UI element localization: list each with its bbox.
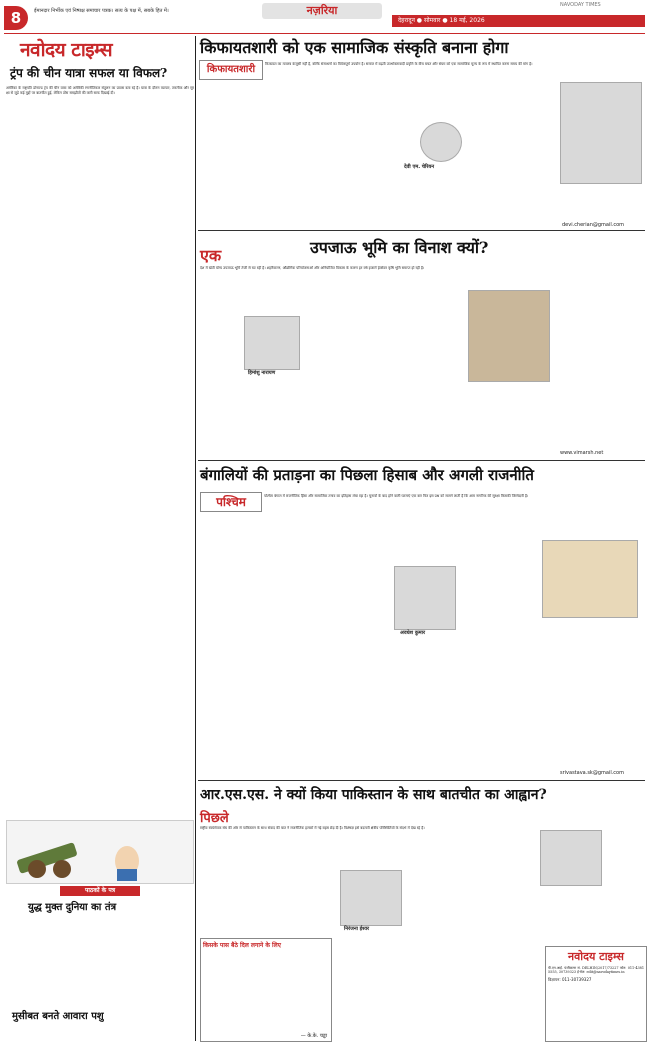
left-brand: नवोदय टाइम्स xyxy=(20,39,113,61)
letters-tab: पाठकों के पत्र xyxy=(60,886,140,896)
mid-kicker: एक xyxy=(200,246,222,265)
bottom-story-body: राष्ट्रीय स्वयंसेवक संघ की ओर से पाकिस्तान के साथ संवाद की बात ने राजनीतिक हलकों में नई बहस छेड़ दी है। विशेषज्ञ इसे बदलती क्षेत्रीय परिस्थितियों के संदर्भ में देख रहे हैं। xyxy=(200,826,425,830)
bottom-author: निरंजना ईश्वर xyxy=(344,926,370,932)
left-headline: ट्रंप की चीन यात्रा सफल या विफल? xyxy=(10,66,168,80)
rule-3 xyxy=(198,780,645,781)
third-author-photo xyxy=(394,566,456,630)
page-number-badge: 8 xyxy=(4,6,28,30)
masthead-brand: नवोदय टाइम्स xyxy=(568,950,624,963)
column-divider xyxy=(195,36,196,1041)
masthead-box xyxy=(545,946,647,1042)
bottom-story-headline: आर.एस.एस. ने क्यों किया पाकिस्तान के साथ बातचीत का आह्वान? xyxy=(200,787,547,803)
top-story-body: किफायत का मतलब कंजूसी नहीं है, बल्कि संसाधनों का विवेकपूर्ण उपयोग है। समाज में बढ़ती उपभोक्तावादी प्रवृत्ति के बीच बचत और संयम को एक सामाजिक मूल्य के रूप में स्थापित करना समय की मांग है। xyxy=(265,62,533,66)
section-title: नज़रिया xyxy=(262,3,382,19)
left-body: अमेरिका के राष्ट्रपति डोनाल्ड ट्रंप की चीन यात्रा को अमेरिकी रणनीतिकार संतुलन का प्रयास बता रहे हैं। यात्रा के दौरान व्यापार, तकनीक और सुरक्षा से जुड़े कई मुद्दों पर बातचीत हुई, लेकिन ठोस समझौतों की कमी साफ दिखाई दी। xyxy=(6,86,194,95)
letter-headline: युद्ध मुक्त दुनिया का तंत्र xyxy=(28,902,117,913)
top-kicker: किफायतशारी xyxy=(206,64,256,75)
cartoon-panel xyxy=(6,820,194,884)
top-story-photo xyxy=(560,82,642,184)
mid-story-body: देश में खेती योग्य उपजाऊ भूमि तेजी से घट रही है। शहरीकरण, औद्योगिक परियोजनाओं और अनियोजित विकास के कारण हर वर्ष हजारों हेक्टेयर कृषि भूमि समाप्त हो रही है। xyxy=(200,266,425,270)
author-photo xyxy=(420,122,462,162)
third-author: अवधेश कुमार xyxy=(400,630,425,636)
page-header xyxy=(0,0,649,34)
top-author: देवी एम. चेरियन xyxy=(404,164,435,170)
letter-body xyxy=(6,914,192,1006)
masthead-ad-phone: विज्ञापन: 011-30739327 xyxy=(548,976,592,982)
mid-story-headline: उपजाऊ भूमि का विनाश क्यों? xyxy=(310,238,489,257)
top-story-headline: किफायतशारी को एक सामाजिक संस्कृति बनाना होगा xyxy=(200,38,509,57)
mid-email: www.vimarsh.net xyxy=(560,450,604,456)
dateline: देहरादून ● सोमवार ● 18 मई, 2026 xyxy=(392,15,645,27)
top-kicker-box xyxy=(199,60,263,80)
cannon-cartoon-icon xyxy=(7,821,193,883)
third-kicker-box xyxy=(200,492,262,512)
bottom-kicker: पिछले xyxy=(200,811,229,826)
mid-author: हिमांशु नारायण xyxy=(248,370,276,376)
bottom-author-photo xyxy=(340,870,402,926)
mid-author-photo xyxy=(244,316,300,370)
small-brand: NAVODAY TIMES xyxy=(560,2,601,8)
dry-land-photo xyxy=(468,290,550,382)
third-email: srivastava.sk@gmail.com xyxy=(560,770,624,776)
third-story-headline: बंगालियों की प्रताड़ना का पिछला हिसाब और अगली राजनीति xyxy=(200,466,534,484)
poem-box xyxy=(200,938,332,1042)
poem-author: — के.के. चड्ढा xyxy=(300,1033,327,1039)
third-kicker: पश्चिम xyxy=(216,495,246,509)
rule-1 xyxy=(198,230,645,231)
third-story-body: पश्चिम बंगाल में राजनीतिक हिंसा और सामाजिक तनाव का इतिहास लंबा रहा है। चुनावों के बाद होने वाली घटनाएं एक बार फिर इस प्रश्न को सामने लाती हैं कि आम नागरिक की सुरक्षा किसकी जिम्मेदारी है। xyxy=(264,494,529,498)
poem-title: किसके पास बैठे दिल लगाने के लिए xyxy=(203,942,281,949)
header-rule xyxy=(4,33,645,34)
third-story-photo xyxy=(542,540,638,618)
masthead-address: पी.एन.आई. पंजीकरण सं. DELHIN/2017/73227 फोन: 011-43815555, 30739323 ई-मेल: edit@navodaytimes.in xyxy=(548,966,644,975)
letter2-headline: मुसीबत बनते आवारा पशु xyxy=(12,1011,104,1022)
bottom-story-photo xyxy=(540,830,602,886)
tagline: ईमानदार निर्भीक एवं निष्पक्ष समाचार पत्रक। सत्य के पक्ष में, सबके हित में। xyxy=(34,8,169,14)
rule-2 xyxy=(198,460,645,461)
top-email: devi.cherian@gmail.com xyxy=(562,222,625,228)
